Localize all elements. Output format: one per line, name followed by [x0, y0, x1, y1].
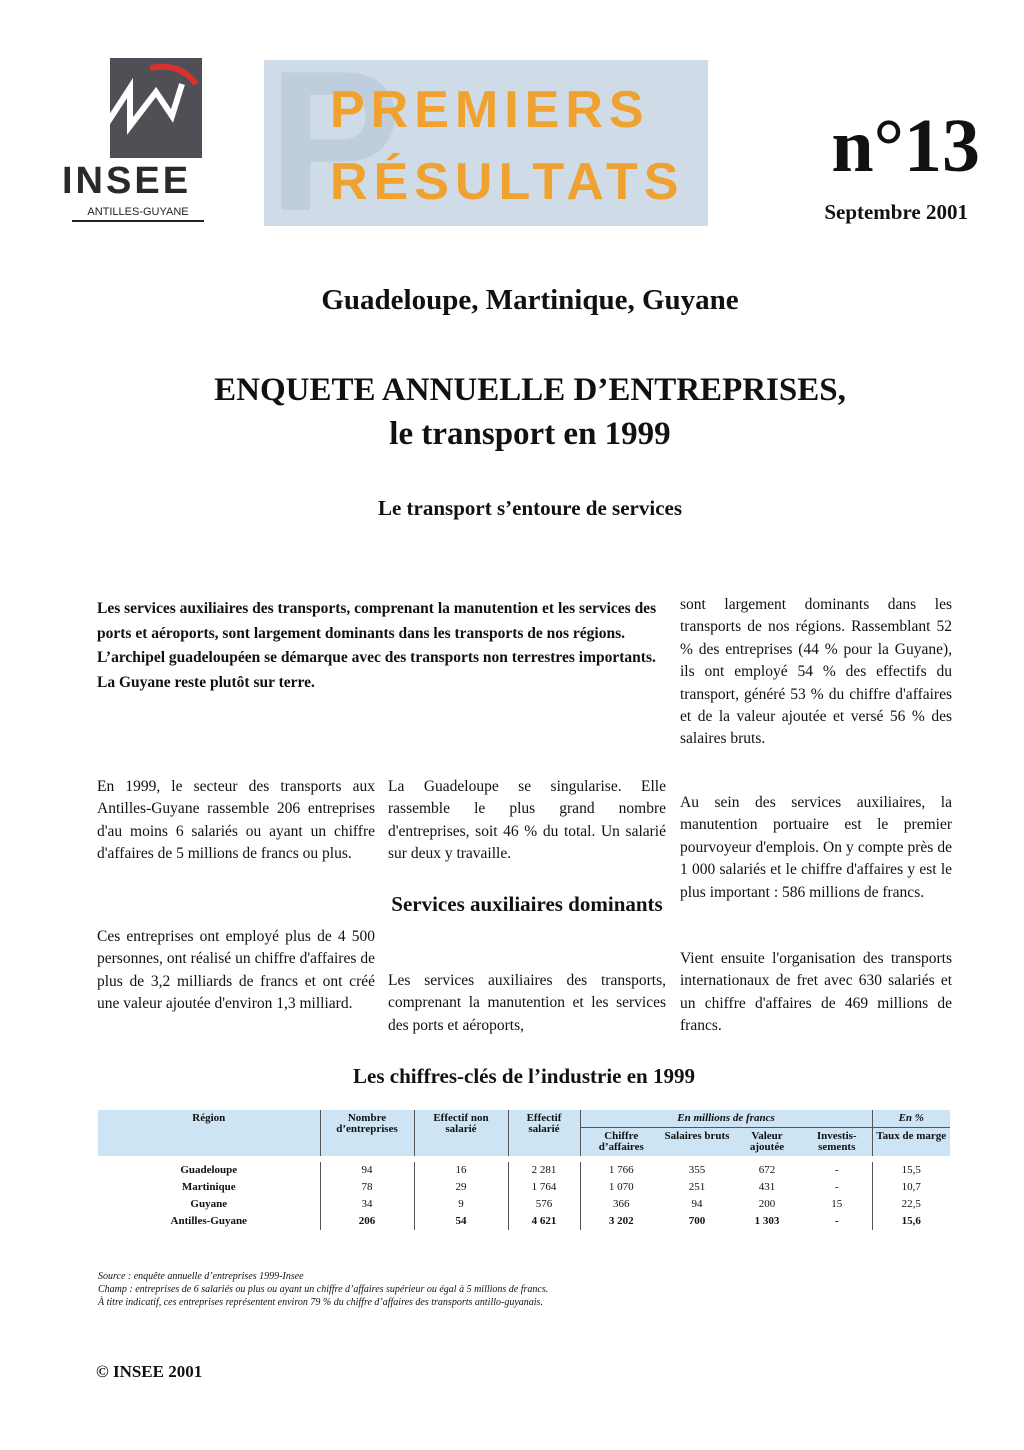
- col-header-investissements: Investis-sements: [802, 1128, 872, 1157]
- table-indicative-note: À titre indicatif, ces entreprises représentent environ 79 % du chiffre d’affaires des transports antillo-guyanais.: [98, 1297, 543, 1308]
- insee-logo-mark: [110, 58, 202, 158]
- column-2-paragraph-1: La Guadeloupe se singularise. Elle rassemble le plus grand nombre d'entreprises, soit 46 % du total. Un salarié sur deux y travaille.: [388, 778, 666, 863]
- title-line-2: le transport en 1999: [389, 416, 671, 452]
- page-title: [0, 368, 1024, 456]
- col-header-taux-marge: Taux de marge: [872, 1128, 950, 1157]
- column-1-paragraph-2: Ces entreprises ont employé plus de 4 500 personnes, ont réalisé un chiffre d'affaires de plus de 3,2 milliards de francs et ont créé une valeur ajoutée d'environ 1,3 milliard.: [97, 928, 375, 1013]
- column-2-paragraph-2: Les services auxiliaires des transports, comprenant la manutention et les services des ports et aéroports,: [388, 972, 666, 1034]
- column-3-paragraph-2: Au sein des services auxiliaires, la manutention portuaire est le premier pourvoyeur d'emplois. On y compte près de 1 000 salariés et le chiffre d'affaires y est le plus important : 586 millions de francs.: [680, 794, 952, 901]
- region-heading: Guadeloupe, Martinique, Guyane: [321, 284, 739, 316]
- issue-number: n°13: [831, 104, 980, 188]
- col-group-millions-francs: En millions de francs: [580, 1110, 872, 1128]
- col-header-nb-entreprises: Nombre d’entreprises: [320, 1110, 414, 1156]
- banner-line-2: RÉSULTATS: [330, 153, 685, 211]
- column-1-paragraph-1: En 1999, le secteur des transports aux Antilles-Guyane rassemble 206 entreprises d'au moins 6 salariés ou ayant un chiffre d'affaires de 5 millions de francs ou plus.: [97, 778, 375, 863]
- col-header-chiffre-affaires: Chiffre d’affaires: [580, 1128, 662, 1157]
- banner-background-letter: P: [268, 60, 402, 226]
- table-notes: [98, 1270, 950, 1309]
- table-row: Guyane 34 9 576 366 94 200 15 22,5: [98, 1196, 950, 1213]
- table-source-note: Source : enquête annuelle d’entreprises 1999-Insee: [98, 1271, 304, 1282]
- issue-date: Septembre 2001: [824, 200, 968, 224]
- title-line-1: ENQUETE ANNUELLE D’ENTREPRISES,: [214, 372, 846, 408]
- copyright: © INSEE 2001: [96, 1362, 203, 1381]
- logo-stroke-icon: [110, 58, 202, 158]
- table-row: Guadeloupe 94 16 2 281 1 766 355 672 - 15,5: [98, 1162, 950, 1179]
- column-3-paragraph-3: Vient ensuite l'organisation des transports internationaux de fret avec 630 salariés et un chiffre d'affaires de 469 millions de francs.: [680, 950, 952, 1035]
- insee-logo-subtitle: ANTILLES-GUYANE: [72, 206, 204, 222]
- lead-paragraph: Les services auxiliaires des transports, comprenant la manutention et les services des ports et aéroports, sont largement dominants dans les transports de nos régions. L’archipel guadeloupéen se démarque avec des transports non terrestres importants. La Guyane reste plutôt sur terre.: [97, 600, 657, 691]
- premiers-resultats-banner: [264, 60, 708, 226]
- table-row: Martinique 78 29 1 764 1 070 251 431 - 10,7: [98, 1179, 950, 1196]
- section-heading: Services auxiliaires dominants: [391, 892, 663, 916]
- col-header-valeur-ajoutee: Valeur ajoutée: [732, 1128, 802, 1157]
- page-subtitle: Le transport s’entoure de services: [377, 496, 683, 520]
- table-champ-note: Champ : entreprises de 6 salariés ou plus ou ayant un chiffre d’affaires supérieur ou égal à 5 millions de francs.: [98, 1284, 549, 1295]
- column-3-paragraph-1: sont largement dominants dans les transports de nos régions. Rassemblant 52 % des entreprises (44 % pour la Guyane), ils ont employé 54 % des effectifs du transport, généré 53 % du chiffre d'affaires et de la valeur ajoutée et versé 56 % des salaires bruts.: [680, 596, 952, 748]
- col-group-percent: En %: [872, 1110, 950, 1128]
- col-header-region: Région: [98, 1110, 320, 1156]
- key-figures-table: [98, 1110, 950, 1230]
- col-header-salaires-bruts: Salaires bruts: [662, 1128, 732, 1157]
- banner-line-1: PREMIERS: [330, 81, 650, 139]
- col-header-effectif-non-salarie: Effectif non salarié: [414, 1110, 508, 1156]
- table-total-row: Antilles-Guyane 206 54 4 621 3 202 700 1 303 - 15,6: [98, 1213, 950, 1230]
- col-header-effectif-salarie: Effectif salarié: [508, 1110, 580, 1156]
- insee-logo-word: INSEE: [62, 160, 192, 202]
- table-title: Les chiffres-clés de l’industrie en 1999: [353, 1064, 695, 1088]
